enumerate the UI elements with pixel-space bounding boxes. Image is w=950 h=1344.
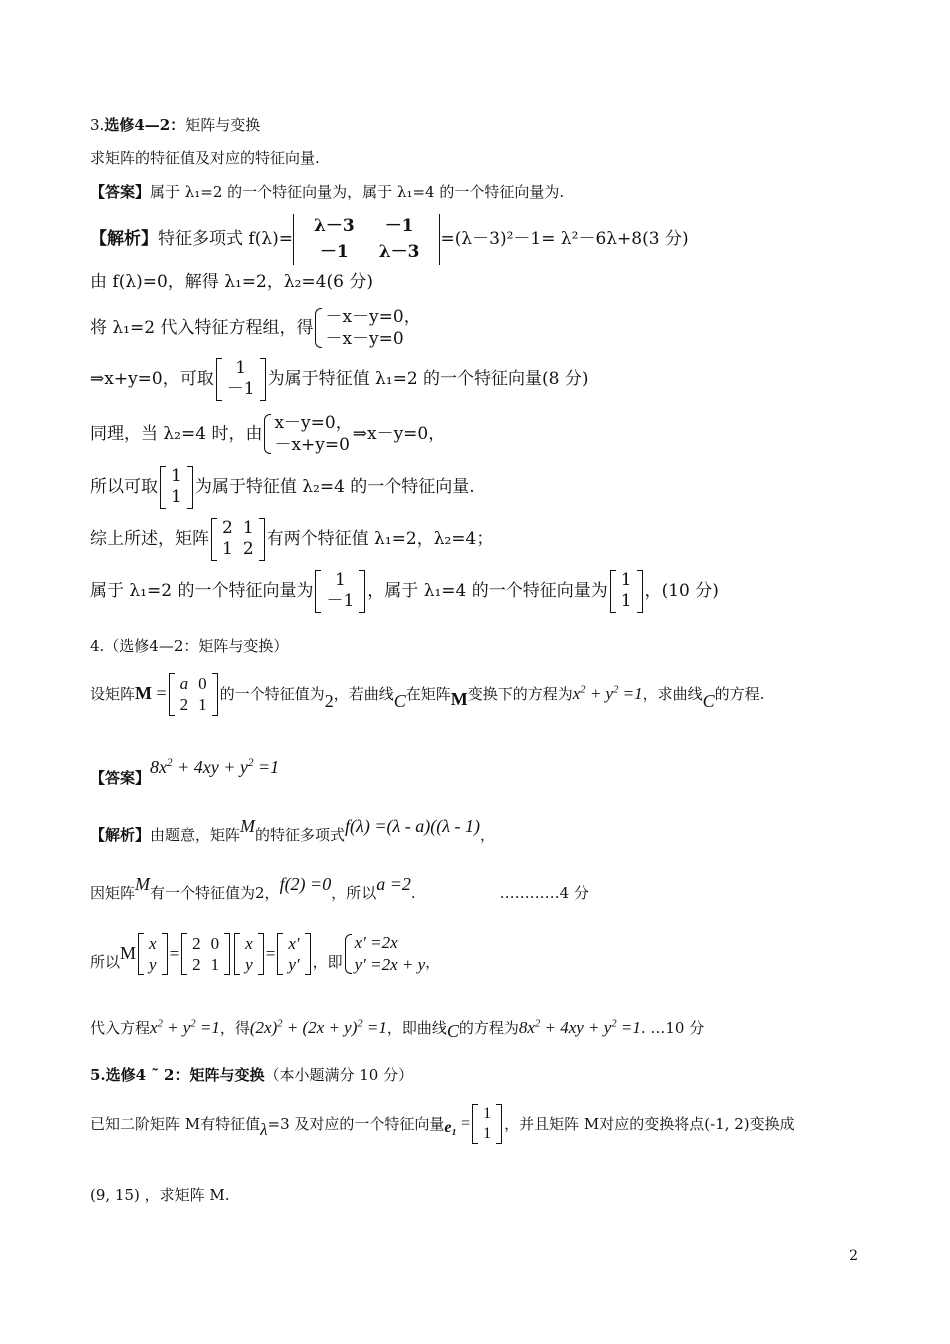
q5-eigenvector [472, 1104, 502, 1144]
q4-title: 4.（选修4—2：矩阵与变换） [90, 637, 289, 655]
vec-cell: 1 [620, 570, 632, 590]
q3-l4-text: ⇒x+y=0，可取 [90, 369, 214, 390]
q4-matrix-symbol: M [135, 683, 153, 704]
q4-text: 在矩阵 [405, 685, 451, 704]
q3-l5-text: 同理，当 λ₂=4 时，由 [90, 423, 263, 444]
det-cell: λ－3 [378, 241, 420, 262]
q4-analysis-line4 [90, 1017, 704, 1039]
q3-l6-text-post: 为属于特征值 λ₂=4 的一个特征向量. [194, 477, 475, 498]
q4-text: 因矩阵 [90, 883, 136, 902]
q4-text: ， [425, 953, 441, 972]
mat-cell: 0 [210, 933, 220, 953]
q4-eq: $x^2 + y^2 =1$ [150, 1017, 220, 1037]
q4-text: ，得 [219, 1018, 250, 1037]
q4-text: 的一个特征值为 [219, 685, 325, 704]
mat-cell: 1 [198, 695, 207, 715]
q4-matrix-M [169, 673, 218, 716]
mat-cell: 1 [210, 955, 220, 975]
q5-prompt-line2: (9, 15) ，求矩阵 M. [90, 1186, 230, 1204]
mat-cell: a [179, 674, 189, 693]
vec-cell: 1 [334, 570, 346, 590]
equation: x′ =2x [354, 933, 398, 952]
q4-equation-system [343, 932, 426, 976]
vec-cell: x [245, 933, 253, 953]
q4-text: 变换下的方程为 [467, 685, 573, 704]
q5-lambda: λ [260, 1119, 268, 1139]
q4-text: ，即 [312, 953, 343, 972]
q3-determinant [293, 214, 441, 265]
vec-cell: 1 [171, 487, 182, 508]
q3-equation-system [313, 306, 420, 350]
answer-tag: 【答案】 [90, 183, 151, 201]
q3-l8-text-b: ，属于 λ₁=4 的一个特征向量为 [367, 581, 608, 602]
q5-prompt: 已知二阶矩阵 M有特征值λ=3 及对应的一个特征向量e₁ = 1 1 ，并且矩阵 M对应的变换将点(-1, 2)变换成 [90, 1105, 795, 1142]
equation: x－y=0， [274, 413, 353, 433]
q4-analysis-line1 [90, 816, 496, 844]
q4-matrix [181, 933, 230, 976]
q4-eigenvalue: 2 [324, 691, 334, 712]
vec-cell: y [149, 955, 157, 975]
q4-char-poly: f(λ) =(λ - a)((λ - 1) [345, 816, 481, 836]
mat-cell: 2 [192, 933, 201, 953]
equation: y′ =2x + y [354, 955, 426, 975]
q5-text: 已知二阶矩阵 M有特征值 [90, 1115, 261, 1133]
q4-image-equation: $x^2 + y^2 =1$ [572, 684, 643, 704]
q4-matrix-symbol: M [120, 943, 137, 964]
q3-answer [90, 183, 564, 201]
page-number: 2 [849, 1248, 858, 1264]
q3-summary-vector-2 [610, 570, 643, 613]
q3-analysis-line3 [90, 306, 421, 350]
q5-title [90, 1066, 413, 1084]
mat-cell: 1 [242, 518, 254, 538]
q4-text: 设矩阵 [90, 685, 136, 704]
q4-text: 的方程为 [458, 1018, 519, 1037]
q4-text: 所以 [90, 953, 121, 972]
q4-vec [277, 933, 310, 976]
q5-eigenvector-symbol: e₁ [444, 1119, 458, 1137]
q3-l3-text: 将 λ₁=2 代入特征方程组，得 [90, 317, 314, 338]
q4-curve-symbol: C [393, 691, 406, 712]
vec-cell: x′ [288, 933, 300, 953]
vec-cell: x [149, 933, 157, 953]
vec-cell: 1 [171, 466, 182, 486]
vec-cell: y′ [288, 955, 300, 975]
q3-l5-text-post: ⇒x－y=0， [352, 423, 446, 444]
q4-analysis-line3: 所以M x y = 2 0 2 1 x y = x′ y′ ，即 x′ =2x y′ =2x + y ， [90, 932, 440, 976]
q4-text: . …10 分 [640, 1018, 705, 1037]
det-cell: λ－3 [313, 216, 355, 236]
q4-vec [234, 933, 264, 976]
q3-char-poly-expansion: =(λ－3)²－1= λ²－6λ+8(3 分) [440, 229, 689, 250]
q4-curve-symbol: C [702, 691, 715, 712]
q5-title-bold: 5.选修4 ˜ 2：矩阵与变换 [90, 1066, 265, 1084]
q4-matrix-symbol: M [240, 816, 256, 836]
q4-answer-equation: $8x^2 + 4xy + y^2 =1$ [150, 757, 280, 777]
mat-cell: 2 [179, 695, 189, 715]
answer-tag: 【答案】 [90, 768, 151, 787]
q4-text: ，若曲线 [333, 685, 394, 704]
q3-char-poly-label: 特征多项式 f(λ)= [158, 229, 293, 250]
q4-eq: $(2x)^2 + (2x + y)^2 =1$ [249, 1017, 387, 1037]
q4-matrix-symbol: M [450, 689, 468, 710]
analysis-tag: 【解析】 [90, 825, 151, 844]
q3-analysis-line8 [90, 570, 719, 613]
q4-text: ， [480, 825, 496, 844]
q4-text: 的特征多项式 [255, 825, 346, 844]
q4-text: ，求曲线 [642, 685, 703, 704]
equation: －x－y=0， [325, 307, 421, 327]
q4-text: 代入方程 [90, 1018, 151, 1037]
q3-eigenvector-1 [216, 358, 266, 401]
vec-cell: －1 [326, 591, 355, 612]
mat-cell: 2 [192, 955, 201, 975]
q3-answer-text: 属于 λ₁=2 的一个特征向量为，属于 λ₁=4 的一个特征向量为. [150, 183, 565, 201]
q3-summary-vector-1 [315, 570, 365, 613]
equation: －x－y=0 [325, 329, 404, 350]
q4-answer [90, 757, 280, 787]
q4-analysis-line2 [90, 874, 589, 902]
q4-text: 的方程. [714, 685, 765, 704]
vec-cell: 1 [483, 1105, 492, 1122]
q3-analysis-line4 [90, 358, 589, 401]
q4-text: 有一个特征值为2， [150, 883, 280, 902]
q5-text: =3 及对应的一个特征向量 [267, 1115, 445, 1133]
q3-analysis-line2: 由 f(λ)=0，解得 λ₁=2，λ₂=4(6 分) [90, 272, 373, 292]
q3-title-num: 3. [90, 116, 105, 134]
vec-cell: 1 [483, 1125, 492, 1142]
q4-eq: f(2) =0 [279, 874, 332, 894]
vec-cell: －1 [226, 379, 255, 400]
q4-eq: a =2 [376, 874, 411, 894]
q3-equation-system-2 [262, 412, 352, 456]
q3-analysis-line5 [90, 412, 445, 456]
q4-text: 由题意，矩阵 [150, 825, 241, 844]
q4-text: . [410, 883, 416, 902]
q3-analysis-line7 [90, 518, 493, 561]
q4-text: ，即曲线 [386, 1018, 447, 1037]
q4-text: ，所以 [331, 883, 377, 902]
mat-cell: 2 [242, 539, 254, 560]
q4-matrix-symbol: M [135, 874, 151, 894]
equation: －x+y=0 [274, 435, 350, 456]
vec-cell: 1 [620, 591, 632, 612]
det-cell: －1 [319, 241, 349, 262]
q3-l4-text-post: 为属于特征值 λ₁=2 的一个特征向量(8 分) [267, 369, 589, 390]
det-cell: －1 [384, 216, 414, 236]
q5-title-rest: （本小题满分 10 分） [264, 1066, 414, 1084]
q3-title-bold: 选修4—2： [104, 116, 186, 134]
q5-text: ，并且矩阵 M对应的变换将点(-1, 2)变换成 [504, 1115, 795, 1133]
mat-cell: 1 [222, 539, 233, 560]
q3-eigenvector-2 [160, 466, 193, 509]
q4-score: …………4 分 [499, 883, 589, 902]
q3-analysis-line1 [90, 214, 689, 265]
q3-matrix [211, 518, 265, 561]
q4-curve-symbol: C [446, 1021, 459, 1041]
q3-l6-text: 所以可取 [90, 477, 158, 498]
q3-l8-text-a: 属于 λ₁=2 的一个特征向量为 [90, 581, 314, 602]
mat-cell: 2 [222, 518, 233, 538]
q4-prompt: 设矩阵M = a 0 2 1 的一个特征值为2，若曲线C在矩阵M变换下的方程为$x^2 + y^2 =1$，求曲线C的方程. [90, 674, 765, 715]
vec-cell: y [245, 955, 253, 975]
vec-cell: 1 [235, 358, 247, 378]
q3-analysis-line6 [90, 466, 475, 509]
q4-eq: $8x^2 + 4xy + y^2 =1$ [518, 1017, 641, 1037]
q4-vec [138, 933, 168, 976]
q3-prompt: 求矩阵的特征值及对应的特征向量. [90, 149, 320, 167]
q3-l7-text-post: 有两个特征值 λ₁=2，λ₂=4； [266, 529, 494, 550]
analysis-tag: 【解析】 [90, 229, 158, 249]
q3-title-rest: 矩阵与变换 [185, 116, 261, 134]
mat-cell: 0 [198, 674, 207, 693]
q3-l8-text-c: ，(10 分) [644, 581, 719, 602]
q3-title [90, 116, 260, 134]
q3-l7-text: 综上所述，矩阵 [90, 529, 209, 550]
